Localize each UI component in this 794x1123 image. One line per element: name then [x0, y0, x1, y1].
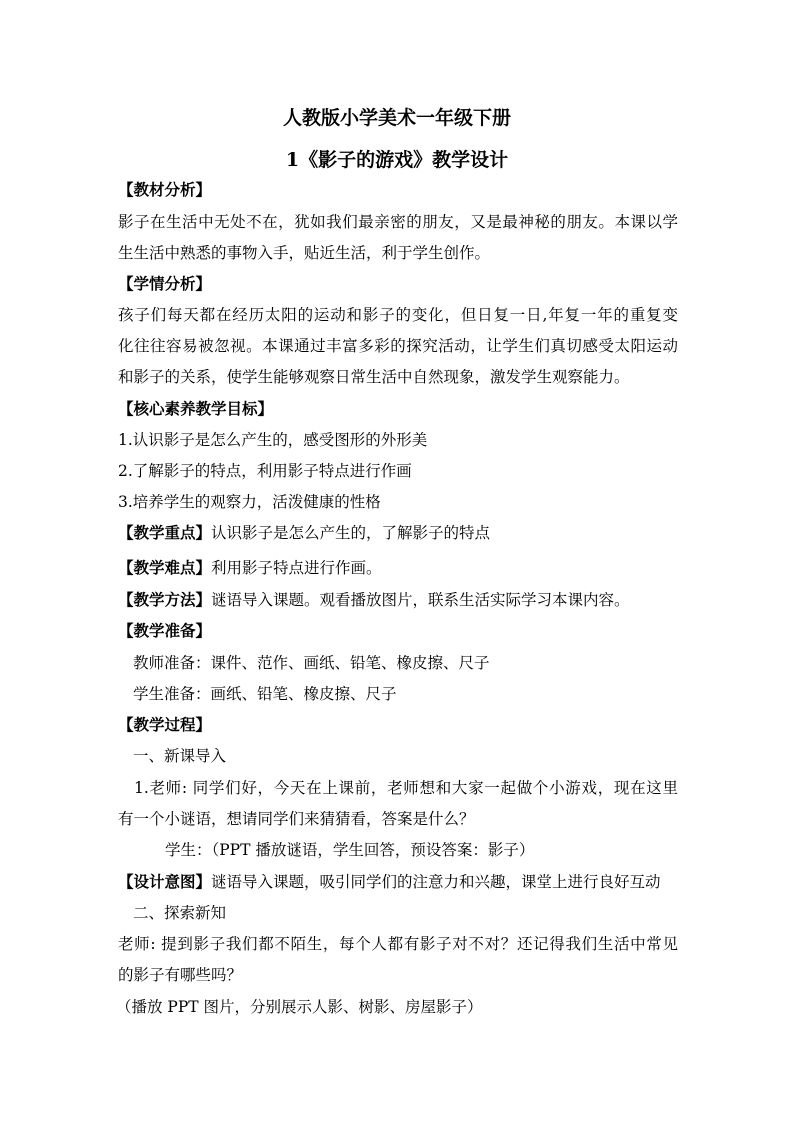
difficulty-text: 利用影子特点进行作画。 [211, 559, 382, 577]
difficulty-label: 【教学难点】 [118, 558, 212, 577]
part2-note: （播放 PPT 图片，分别展示人影、树影、房屋影子） [116, 998, 483, 1016]
intent-row [118, 871, 678, 893]
student-analysis-heading: 【学情分析】 [118, 274, 212, 293]
method-row [118, 589, 678, 611]
part1-line: 1.老师: 同学们好，今天在上课前，老师想和大家一起做个小游戏，现在这里 [134, 779, 678, 797]
intent-label: 【设计意图】 [118, 872, 212, 891]
intent-text: 谜语导入课题，吸引同学们的注意力和兴趣，课堂上进行良好互动 [211, 873, 661, 891]
part2-line: 的影子有哪些吗？ [118, 966, 243, 984]
difficulty-row [118, 557, 678, 579]
textbook-analysis-line: 影子在生活中无处不在，犹如我们最亲密的朋友，又是最神秘的朋友。本课以学 [118, 213, 678, 231]
method-text: 谜语导入课题。观看播放图片，联系生活实际学习本课内容。 [211, 591, 630, 609]
key-point-row [118, 522, 678, 544]
teacher-preparation: 教师准备：课件、范作、画纸、铅笔、橡皮擦、尺子 [133, 654, 490, 672]
student-analysis-line: 和影子的关系，使学生能够观察日常生活中自然现象，激发学生观察能力。 [118, 368, 630, 386]
process-heading: 【教学过程】 [118, 715, 212, 734]
method-label: 【教学方法】 [118, 590, 212, 609]
key-point-text: 认识影子是怎么产生的，了解影子的特点 [211, 524, 491, 542]
part1-title: 一、新课导入 [133, 747, 227, 765]
goals-heading: 【核心素养教学目标】 [118, 399, 274, 418]
student-analysis-line: 孩子们每天都在经历太阳的运动和影子的变化，但日复一日,年复一年的重复变 [118, 306, 678, 324]
goal-item: 2.了解影子的特点，利用影子特点进行作画 [118, 462, 412, 480]
part2-line: 老师: 提到影子我们都不陌生，每个人都有影子对不对？还记得我们生活中常见 [118, 935, 678, 953]
textbook-analysis-heading: 【教材分析】 [118, 180, 212, 199]
document-title: 人教版小学美术一年级下册 [282, 107, 511, 129]
part1-line: 有一个小谜语，想请同学们来猜猜看，答案是什么？ [118, 810, 475, 828]
part2-title: 二、探索新知 [133, 904, 227, 922]
preparation-heading: 【教学准备】 [118, 621, 212, 640]
document-subtitle: 1《影子的游戏》教学设计 [285, 149, 509, 171]
goal-item: 3.培养学生的观察力，活泼健康的性格 [118, 493, 381, 511]
key-point-label: 【教学重点】 [118, 523, 212, 542]
student-analysis-line: 化往往容易被忽视。本课通过丰富多彩的探究活动，让学生们真切感受太阳运动 [118, 337, 678, 355]
student-preparation: 学生准备：画纸、铅笔、橡皮擦、尺子 [133, 685, 397, 703]
part1-student: 学生：（PPT 播放谜语，学生回答，预设答案：影子） [165, 841, 535, 859]
goal-item: 1.认识影子是怎么产生的，感受图形的外形美 [118, 431, 428, 449]
textbook-analysis-line: 生生活中熟悉的事物入手，贴近生活，利于学生创作。 [118, 244, 491, 262]
